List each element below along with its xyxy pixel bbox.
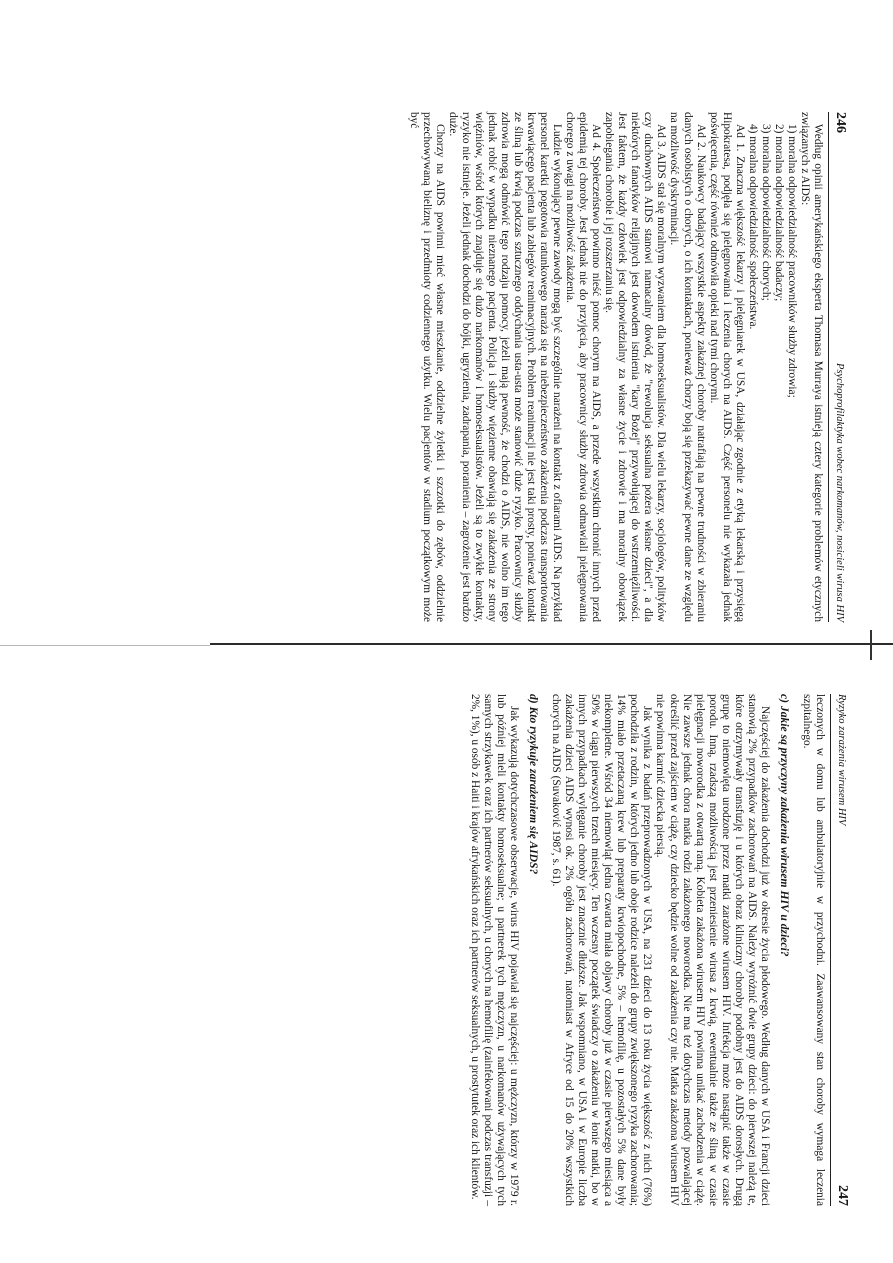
section-label: c) [777,694,791,704]
section-label: d) [527,694,541,704]
paragraph: Najczęściej do zakażenia dochodzi już w okresie życia płodowego. Według danych w USA i Francji dzieci stanowią 2% przypadków zachorowań na AIDS. Należy wyróżnić dwie grupy dzieci: do pierwszej należą te, które otrzymywały transfuzję i u których obraz kliniczny choroby podobny jest do AIDS dorosłych. Drugą grupę to niemowlęta urodzone przez matki zarażone wirusem HIV. Infekcja może nastąpić także w czasie porodu. Inną, rzadszą możliwością jest przeniesienie wirusa z krwią, ewentualnie także ze śliną w czasie pielęgnacji noworodka z otwartą raną. Kobieta zakażona wirusem HIV powinna unikać zachodzenia w ciążę. Nie zawsze jednak chora matka rodzi zakażonego noworodka. Nie ma też dotychczas metody pozwalającej określić przed zajściem w ciążę, czy dziecko będzie wolne od zakażenia czy nie. Matka zakażona wirusem HIV nie powinna karmić dziecka piersią. [654,694,771,1206]
page-number-246: 246 [833,112,848,133]
section-heading-d [527,694,540,1206]
paragraph: Ad 3. AIDS stał się moralnym wyzwaniem dla homoseksualistów. Dla wielu lekarzy, socjologów, polityków czy duchownych AIDS stanowi namacalny dowód, że "rewolucja seksualna pożera własne dzieci", a dla niektórych fanatyków religijnych jest dowodem istnienia "kary Bożej" przywołującej do wstrzemięźliwości. Jest faktem, że każdy człowiek jest odpowiedzialny za własne życie i zdrowie i ma moralny obowiązek zapobiegania chorobie i jej rozszerzaniu się. [603,112,668,622]
page-247 [130,694,850,1206]
paragraph: Według opinii amerykańskiego eksperta Thomasa Murraya istnieją cztery kategorie problemów etycznych związanych z AIDS: [798,112,824,622]
body-text-247 [468,694,826,1206]
paragraph: Chorzy na AIDS powinni mieć własne mieszkanie, oddzielne żyletki i szczotki do zębów, oddzielnie przechowywaną bieliznę i przedmioty codziennego użytku. Wielu pacjentów w stadium początkowym może być [407,112,446,622]
list-item: 4) moralna odpowiedzialność społeczeństwa. [746,124,759,330]
paragraph: Ludzie wykonujący pewne zawody mogą być szczególnie narażeni na kontakt z ofiarami AIDS. Na przykład personel karetki pogotowia ratunkowego naraża się na niebezpieczeństwo zakażenia podczas transportowania krwawiącego pacjenta lub zabiegów reanimacyjnych. Problem reanimacji nie jest taki prosty, ponieważ kontakt ze śliną lub krwią podczas sztucznego oddychania usta-usta może stanowić duże ryzyko. Pracownicy służby zdrowia mogą odmówić tego rodzaju pomocy, jeżeli mają pewność, że chodzi o AIDS, nie wolno im tego jednak robić w wypadku nieznanego pacjenta. Policja i służby więzienne obawiają się zakażenia ze strony więźniów, wśród których znajduje się dużo narkomanów i homoseksualistów. Jeżeli są to zwykłe kontakty, ryzyko nie istnieje. Jeżeli jednak dochodzi do bójki, ugryzienia, zadrapania, poranienia – zagrożenie jest bardzo duże. [446,112,564,622]
paragraph: Jak wynika z badań przeprowadzonych w USA, na 231 dzieci do 13 roku życia większość z nich (76%) pochodziła z rodzin, w których jedno lub oboje rodzice należeli do grupy zwiększonego ryzyka zachorowania; 14% miało przetaczaną krew lub preparaty krwiopochodne, 5% – hemofilię, u pozostałych 5% dane były niekompletne. Wśród 34 niemowląt jedna czwarta miała objawy choroby już w czasie pierwszego miesiąca a 50% w ciągu pierwszych trzech miesięcy. Ten wczesny początek świadczy o zakażeniu w łonie matki, bo w innych przypadkach wylęganie choroby jest znacznie dłuższe. Jak wspomniano, w USA i w Europie liczba zakażenia dzieci AIDS wynosi ok. 2% ogółu zachorowań, natomiast w Afryce od 15 do 20% wszystkich chorych na AIDS (Suvaković 1987, s. 61). [550,694,654,1206]
page-246 [128,112,848,622]
paragraph: Ad 1. Znaczna większość lekarzy i pielęgniarek w USA, działając zgodnie z etyką lekarską i przysięgą Hipokratesa, podjęła się pielęgnowania i leczenia chorych na AIDS. Część personelu nie wykazała jednak poświęcenia, część również odmówiła opieki nad tymi chorymi. [707,112,746,622]
section-heading-c [778,694,791,1206]
section-title: Kto ryzykuje zarażeniem się AIDS? [527,706,541,875]
paragraph: Jak wykazują dotychczasowe obserwacje, wirus HIV pojawiał się najczęściej: u mężczyzn, którzy w 1979 r. lub później mieli kontakty homoseksualne; u partnerek tych mężczyzn, u narkomanów używających tych samych strzykawek oraz ich partnerów seksualnych, u chorych na hemofilię (zainfekowani podczas transfuzji – 2%, 1%), u osób z Haiti i krajów afrykańskich oraz ich partnerów seksualnych, u prostytutek oraz ich klientów. [468,694,521,1206]
running-head-title-247: Ryzyko zarażenia wirusem HIV [836,694,847,826]
binding-mark [870,630,872,660]
page-fold-line [210,643,893,645]
list-item: 3) moralna odpowiedzialność chorych; [759,124,772,301]
paragraph: Ad 2. Naukowcy badający wszystkie aspekty zakaźnej choroby natrafiają na pewne trudności w zbieraniu danych osobistych o chorych, o ich kontaktach, ponieważ chorzy boją się przekazywać pewne dane ze względu na możliwość dyskryminacji. [668,112,707,622]
paragraph: Ad 4. Społeczeństwo powinno nieść pomoc chorym na AIDS, a przede wszystkim chronić innych przed epidemią tej choroby. Jest jednak nie do przyjęcia, aby pracownicy służby zdrowia odmawiali pielęgnowania chorego z uwagi na możliwość zakażenia. [564,112,603,622]
page-number-247: 247 [835,1185,850,1206]
body-text-246 [407,112,825,622]
section-title: Jakie są przyczyny zakażenia wirusem HIV u dzieci? [777,705,791,957]
running-head-246 [828,112,848,622]
list-item: 1) moralna odpowiedzialność pracowników służby zdrowia; [785,124,798,398]
list-item: 2) moralna odpowiedzialność badaczy; [772,124,785,302]
running-head-title-246: Psychoprofilaktyka wobec narkomanów, nosicieli wirusa HIV [834,363,845,622]
paragraph: leczonych w domu lub ambulatoryjnie w przychodni. Zaawansowany stan choroby wymaga leczenia szpitalnego. [800,694,826,1206]
running-head-247 [830,694,850,1206]
page-fold-shadow [0,645,210,646]
